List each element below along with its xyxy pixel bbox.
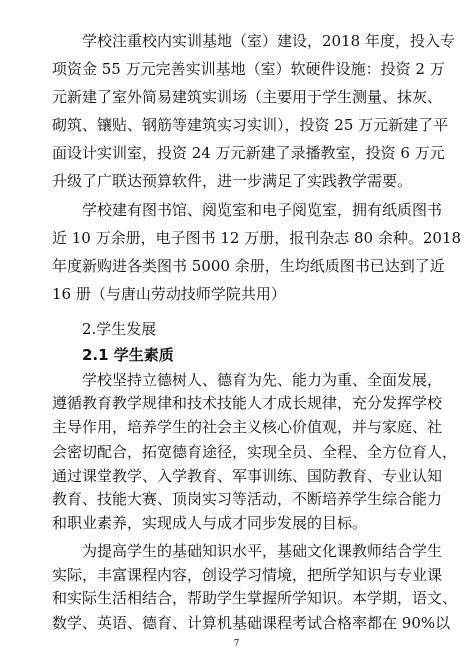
paragraph-3-line-4: 会密切配合，拓宽德育途径，实现全员、全程、全方位育人， [52, 443, 458, 461]
paragraph-2-line-2: 近 10 万余册，电子图书 12 万册，报刊杂志 80 余种。2018 [52, 229, 462, 247]
paragraph-2-line-1: 学校建有图书馆、阅览室和电子阅览室，拥有纸质图书 [82, 201, 443, 219]
paragraph-3-line-7: 和职业素养，实现成人与成才同步发展的目标。 [52, 514, 368, 532]
paragraph-3-line-1: 学校坚持立德树人、德育为先、能力为重、全面发展， [82, 371, 443, 389]
paragraph-2-line-4: 16 册（与唐山劳动技师学院共用） [52, 285, 286, 303]
paragraph-1-line-4: 砌筑、镶贴、钢筋等建筑实习实训），投资 25 万元新建了平 [52, 116, 449, 134]
paragraph-4-line-2: 实际，丰富课程内容，创设学习情境，把所学知识与专业课 [52, 566, 443, 584]
paragraph-1-line-5: 面设计实训室，投资 24 万元新建了录播教室，投资 6 万元 [52, 144, 445, 162]
paragraph-2-line-3: 年度新购进各类图书 5000 余册，生均纸质图书已达到了近 [52, 257, 445, 275]
paragraph-3-line-6: 教育、技能大赛、顶岗实习等活动，不断培养学生综合能力 [52, 490, 443, 508]
paragraph-1-line-2: 项资金 55 万元完善实训基地（室）软硬件设施：投资 2 万 [52, 60, 445, 78]
paragraph-3-line-3: 主导作用，培养学生的社会主义核心价值观，并与家庭、社 [52, 418, 443, 436]
section-heading: 2.学生发展 [82, 320, 157, 338]
paragraph-1-line-1: 学校注重校内实训基地（室）建设，2018 年度，投入专 [82, 32, 455, 50]
paragraph-4-line-3: 和实际生活相结合，帮助学生掌握所学知识。本学期，语文、 [52, 589, 458, 607]
paragraph-3-line-2: 遵循教育教学规律和技术技能人才成长规律，充分发挥学校 [52, 394, 443, 412]
paragraph-1-line-3: 元新建了室外简易建筑实训场（主要用于学生测量、抹灰、 [52, 88, 443, 106]
paragraph-3-line-5: 通过课堂教学、入学教育、军事训练、国防教育、专业认知 [52, 467, 443, 485]
paragraph-4-line-4: 数学、英语、德育、计算机基础课程考试合格率都在 90%以 [52, 614, 451, 632]
page-number: 7 [233, 639, 240, 649]
paragraph-1-line-6: 升级了广联达预算软件，进一步满足了实践教学需要。 [52, 172, 413, 190]
paragraph-4-line-1: 为提高学生的基础知识水平，基础文化课教师结合学生 [82, 542, 443, 560]
subsection-heading: 2.1 学生素质 [82, 346, 174, 364]
